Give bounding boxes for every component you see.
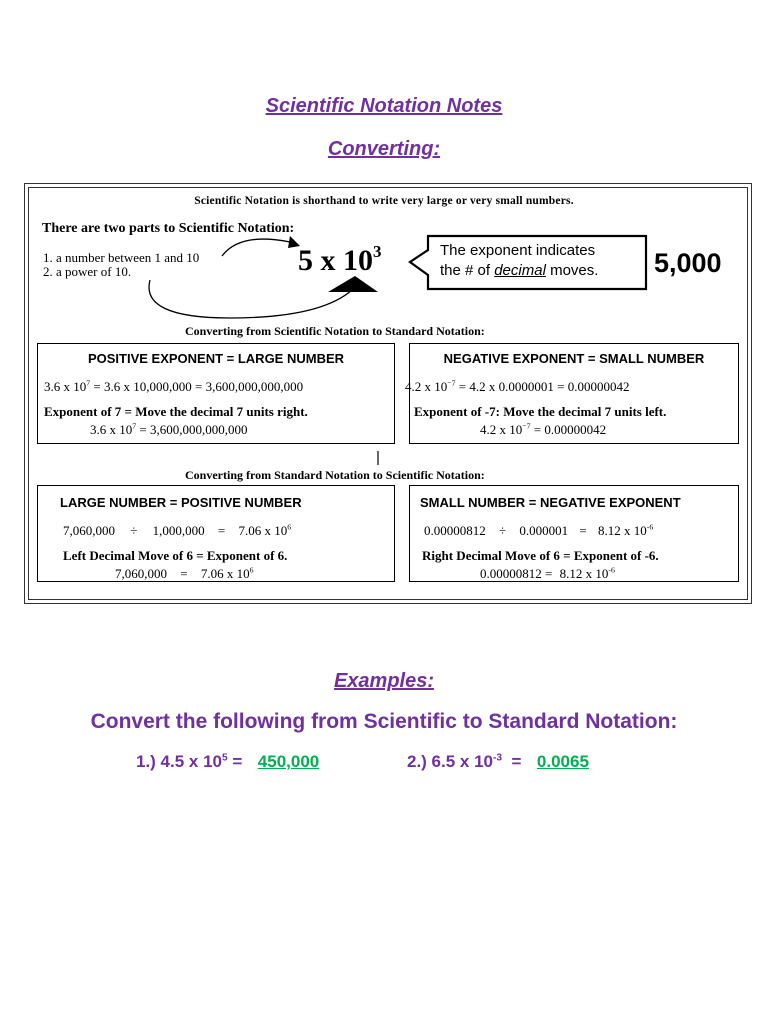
example-2-exp: -3 bbox=[493, 752, 503, 764]
large-l3-base: 7.06 x 10 bbox=[200, 566, 250, 581]
large-l1-base: 7.06 x 10 bbox=[238, 523, 288, 538]
arrow-to-number-path bbox=[222, 239, 290, 256]
large-l1-b: 1,000,000 bbox=[152, 523, 205, 538]
part-1-text: 1. a number between 1 and 10 bbox=[43, 250, 200, 265]
example-1-eq: = bbox=[227, 752, 248, 771]
large-number-line-1 bbox=[63, 523, 291, 539]
small-l1-b: 0.000001 bbox=[519, 523, 569, 538]
callout-line-2-post: moves. bbox=[545, 262, 599, 279]
panel-intro: Scientific Notation is shorthand to write very large or very small numbers. bbox=[194, 195, 574, 207]
callout-emphasis: decimal bbox=[494, 262, 546, 279]
neg-l1-exp: −7 bbox=[447, 378, 456, 388]
large-l1-exp: 6 bbox=[287, 522, 292, 532]
small-number-line-2: Right Decimal Move of 6 = Exponent of -6. bbox=[422, 548, 659, 563]
pos-l3-rest: = 3,600,000,000,000 bbox=[136, 422, 248, 437]
example-2-label: 2.) 6.5 x 10 bbox=[407, 752, 494, 771]
example-1 bbox=[136, 752, 319, 772]
small-l3-base: 8.12 x 10 bbox=[559, 566, 609, 581]
neg-l1-rest: = 4.2 x 0.0000001 = 0.00000042 bbox=[455, 379, 630, 394]
arrow-to-power-path bbox=[149, 280, 352, 318]
large-number-line-2: Left Decimal Move of 6 = Exponent of 6. bbox=[63, 548, 288, 563]
small-number-heading: SMALL NUMBER = NEGATIVE EXPONENT bbox=[420, 495, 681, 510]
example-sci-notation bbox=[298, 244, 382, 278]
large-l1-eq: = bbox=[217, 523, 226, 538]
large-l3-a: 7,060,000 bbox=[115, 566, 167, 581]
positive-exponent-heading: POSITIVE EXPONENT = LARGE NUMBER bbox=[87, 351, 345, 366]
large-number-line-3 bbox=[115, 566, 254, 582]
positive-exponent-line-1 bbox=[44, 379, 303, 395]
page-subtitle: Converting: bbox=[327, 138, 441, 160]
callout-line-1: The exponent indicates bbox=[440, 242, 596, 259]
small-l1-eq: = bbox=[579, 523, 587, 538]
large-l1-op: ÷ bbox=[130, 523, 138, 538]
pos-l1-base: 3.6 x 10 bbox=[44, 379, 87, 394]
example-2-answer: 0.0065 bbox=[536, 752, 589, 771]
example-2-eq: = bbox=[502, 752, 527, 771]
negative-exponent-line-2: Exponent of -7: Move the decimal 7 units left. bbox=[414, 404, 667, 419]
large-l3-exp: 6 bbox=[249, 565, 254, 575]
examples-heading: Examples: bbox=[333, 670, 435, 692]
positive-exponent-line-3 bbox=[90, 422, 248, 438]
small-l1-exp: -6 bbox=[646, 522, 654, 532]
neg-l3-base: 4.2 x 10 bbox=[480, 422, 523, 437]
negative-exponent-line-3 bbox=[480, 422, 606, 438]
pos-l3-exp: 7 bbox=[132, 421, 137, 431]
large-l3-eq: = bbox=[180, 566, 188, 581]
small-l3-exp: -6 bbox=[608, 565, 615, 575]
neg-l3-rest: = 0.00000042 bbox=[530, 422, 607, 437]
sci-to-std-heading: Converting from Scientific Notation to Standard Notation: bbox=[185, 324, 485, 338]
negative-exponent-line-1 bbox=[405, 379, 629, 395]
pos-l3-base: 3.6 x 10 bbox=[90, 422, 133, 437]
callout-line-2 bbox=[440, 261, 598, 281]
std-to-sci-heading: Converting from Standard Notation to Scientific Notation: bbox=[185, 468, 485, 482]
neg-l3-exp: −7 bbox=[522, 421, 531, 431]
example-1-answer: 450,000 bbox=[257, 752, 320, 771]
large-l1-a: 7,060,000 bbox=[63, 523, 115, 538]
example-1-label: 1.) 4.5 x 10 bbox=[136, 752, 223, 771]
pos-l1-exp: 7 bbox=[86, 378, 91, 388]
arrowhead-power bbox=[328, 276, 378, 292]
example-base: 5 x 10 bbox=[298, 244, 373, 277]
small-l1-op: ÷ bbox=[499, 523, 507, 538]
small-number-line-3 bbox=[480, 566, 615, 582]
small-number-line-1 bbox=[424, 523, 653, 539]
page-title: Scientific Notation Notes bbox=[265, 95, 503, 117]
neg-l1-base: 4.2 x 10 bbox=[405, 379, 448, 394]
examples-instruction: Convert the following from Scientific to Standard Notation: bbox=[90, 710, 678, 733]
example-2 bbox=[407, 752, 589, 772]
part-2-text: 2. a power of 10. bbox=[43, 264, 132, 279]
parts-heading: There are two parts to Scientific Notation: bbox=[42, 221, 295, 236]
callout-line-2-pre: the # of bbox=[440, 262, 495, 279]
small-l3-a: 0.00000812 = bbox=[480, 566, 553, 581]
callout-text bbox=[440, 241, 598, 281]
small-l1-a: 0.00000812 bbox=[424, 523, 486, 538]
positive-exponent-line-2: Exponent of 7 = Move the decimal 7 units right. bbox=[44, 404, 308, 419]
example-1-exp: 5 bbox=[222, 752, 228, 764]
example-result: 5,000 bbox=[654, 248, 722, 278]
negative-exponent-heading: NEGATIVE EXPONENT = SMALL NUMBER bbox=[443, 351, 705, 366]
small-l1-base: 8.12 x 10 bbox=[597, 523, 647, 538]
pos-l1-rest: = 3.6 x 10,000,000 = 3,600,000,000,000 bbox=[90, 379, 304, 394]
large-number-heading: LARGE NUMBER = POSITIVE NUMBER bbox=[60, 495, 302, 510]
example-exponent: 3 bbox=[373, 242, 382, 261]
